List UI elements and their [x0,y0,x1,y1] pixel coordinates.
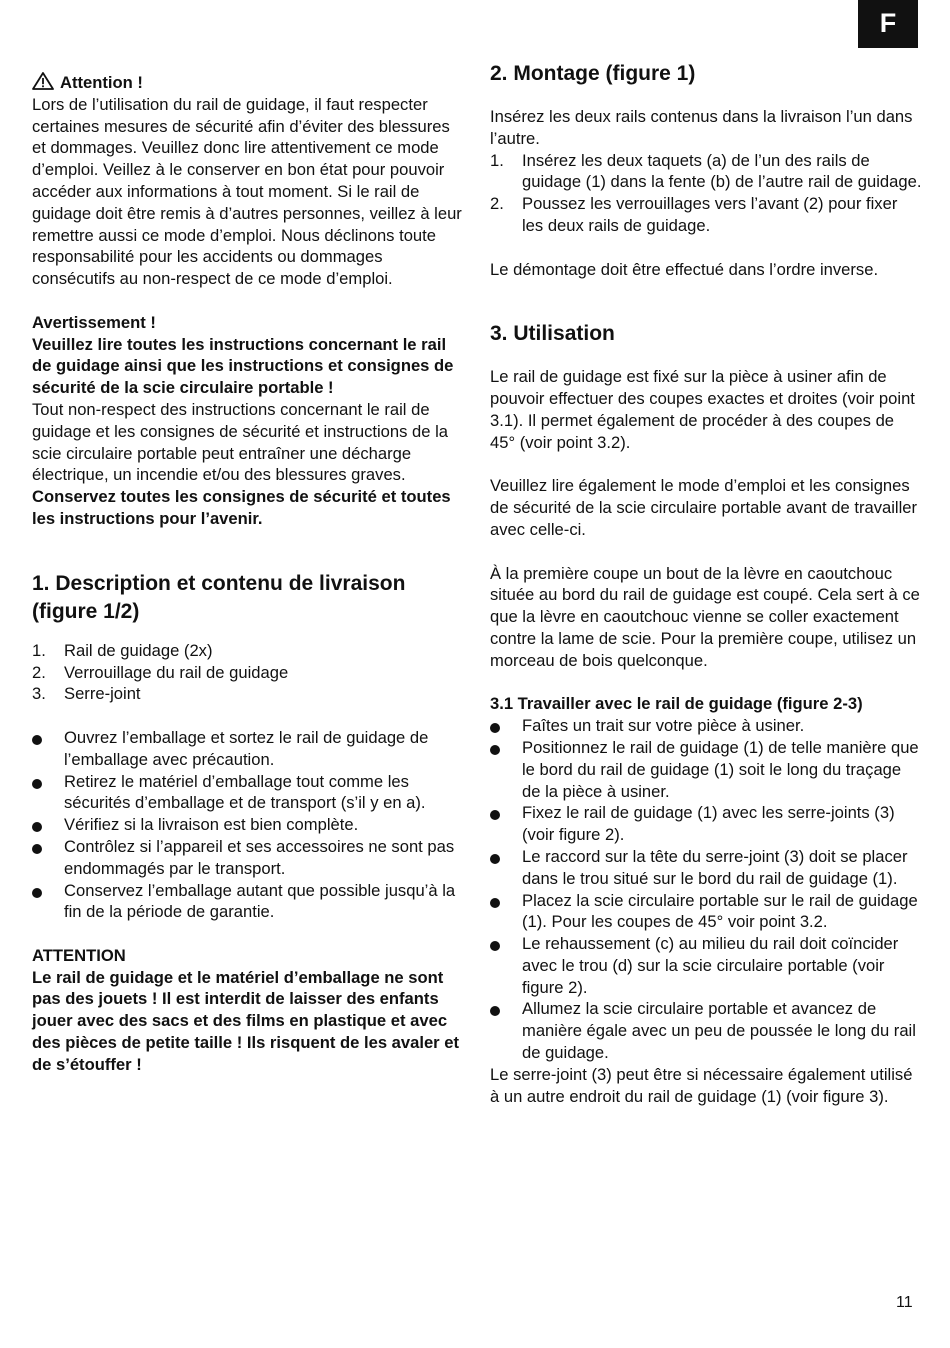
bullet-text: Le rehaussement (c) au milieu du rail doit coïncider avec le trou (d) sur la scie circulaire portable (voir figure 2). [522,934,899,997]
avertissement-keep-text: Conservez toutes les consignes de sécurité et toutes les instructions pour l’avenir. [32,487,451,528]
bullet-dot-icon [490,941,500,951]
section-3-paragraph-2: Veuillez lire également le mode d’emploi et les consignes de sécurité de la scie circulaire portable avant de travailler avec celle-ci. [490,476,918,539]
bullet-item [490,715,922,737]
section-1-bullet-list [32,727,462,923]
right-column [490,60,922,1107]
bullet-dot-icon [32,822,42,832]
bullet-item [490,802,922,846]
bullet-text: Conservez l’emballage autant que possible jusqu’à la fin de la période de garantie. [64,880,456,922]
attention-heading [32,72,462,94]
bullet-text: Fixez le rail de guidage (1) avec les serre-joints (3) (voir figure 2). [522,803,895,845]
bullet-text: Ouvrez l’emballage et sortez le rail de guidage de l’emballage avec précaution. [64,727,429,769]
list-item-text: Insérez les deux taquets (a) de l’un des rails de guidage (1) dans la fente (b) de l’autre rail de guidage. [522,150,922,192]
bullet-item [32,836,462,880]
bullet-dot-icon [490,1006,500,1016]
avertissement-bold-text: Veuillez lire toutes les instructions concernant le rail de guidage ainsi que les instructions et consignes de sécurité de la scie circulaire portable ! [32,334,454,398]
section-1-title: 1. Description et contenu de livraison (figure 1/2) [32,571,406,623]
bullet-text: Faîtes un trait sur votre pièce à usiner. [522,716,805,736]
attention-title: Attention ! [60,73,143,92]
list-item [490,193,922,237]
bullet-dot-icon [32,888,42,898]
list-item [32,683,462,705]
subsection-3-1-outro: Le serre-joint (3) peut être si nécessaire également utilisé à un autre endroit du rail de guidage (1) (voir figure 3). [490,1064,913,1106]
list-item-number: 1. [490,150,504,170]
avertissement-title: Avertissement ! [32,312,156,332]
bullet-text: Retirez le matériel d’emballage tout comme les sécurités d’emballage et de transport (s’il y en a). [64,771,426,813]
list-item [490,150,922,194]
list-item [32,640,462,662]
section-2-outro: Le démontage doit être effectué dans l’ordre inverse. [490,259,879,279]
section-2-steps-list [490,150,922,237]
section-3-paragraph-3: À la première coupe un bout de la lèvre en caoutchouc située au bord du rail de guidage est coupé. Cela sert à ce que la lèvre en caoutchouc vienne se coller exactement contre la lame de scie. Pour la première coupe, utilisez un morceau de bois quelconque. [490,563,920,670]
bullet-text: Le raccord sur la tête du serre-joint (3) doit se placer dans le trou situé sur le bord du rail de guidage (1). [522,846,908,888]
bullet-dot-icon [490,854,500,864]
bullet-text: Positionnez le rail de guidage (1) de telle manière que le bord du rail de guidage (1) soit le long du traçage de la pièce à usiner. [522,737,919,801]
section-3-title: 3. Utilisation [490,322,615,346]
left-column [32,72,462,1076]
bullet-item [490,890,922,934]
warning-triangle-icon [32,72,54,90]
section-2-intro: Insérez les deux rails contenus dans la livraison l’un dans l’autre. [490,107,913,148]
section-1-contents-list [32,640,462,705]
bullet-item [490,998,922,1063]
bullet-dot-icon [490,745,500,755]
bullet-item [32,727,462,771]
list-item-text: Poussez les verrouillages vers l’avant (2) pour fixer les deux rails de guidage. [522,194,898,235]
bullet-text: Placez la scie circulaire portable sur le rail de guidage (1). Pour les coupes de 45° voir point 3.2. [522,890,918,932]
page-number: 11 [896,1294,913,1311]
list-item-text: Verrouillage du rail de guidage [64,662,289,682]
bullet-dot-icon [490,898,500,908]
bullet-dot-icon [32,735,42,745]
bullet-dot-icon [490,723,500,733]
list-item-number: 1. [32,640,46,660]
attention-2-title: ATTENTION [32,945,126,965]
section-2-title: 2. Montage (figure 1) [490,62,696,85]
list-item-number: 2. [32,662,46,682]
bullet-item [490,846,922,890]
bullet-item [32,880,462,924]
list-item-text: Serre-joint [64,684,141,704]
avertissement-paragraph: Tout non-respect des instructions concernant le rail de guidage et les consignes de sécurité et instructions de la scie circulaire portable peut entraîner une décharge électrique, un incendie et/ou des blessures graves. [32,399,449,485]
bullet-item [32,771,462,815]
list-item-number: 2. [490,194,504,214]
bullet-dot-icon [32,779,42,789]
bullet-dot-icon [32,844,42,854]
bullet-text: Vérifiez si la livraison est bien complète. [64,815,359,835]
bullet-item [490,737,922,802]
bullet-item [32,814,462,836]
bullet-text: Allumez la scie circulaire portable et avancez de manière égale avec un peu de poussée le long du rail de guidage. [522,999,916,1063]
subsection-3-1-title: 3.1 Travailler avec le rail de guidage (figure 2-3) [490,694,863,714]
subsection-3-1-bullet-list [490,715,922,1064]
bullet-dot-icon [490,810,500,820]
list-item [32,662,462,684]
list-item-text: Rail de guidage (2x) [64,640,213,660]
attention-paragraph: Lors de l’utilisation du rail de guidage, il faut respecter certaines mesures de sécurité afin d’éviter des blessures et dommages. Veuillez donc lire attentivement ce mode d’emploi. Veillez à le conserver en bon état pour pouvoir accéder aux informations à tout moment. Si le rail de guidage doit être remis à d’autres personnes, veillez à leur remettre aussi ce mode d’emploi. Nous déclinons toute responsabilité pour les accidents ou dommages consécutifs au non-respect de ce mode d’emploi. [32,94,462,289]
list-item-number: 3. [32,684,46,704]
bullet-text: Contrôlez si l’appareil et ses accessoires ne sont pas endommagés par le transport. [64,836,455,878]
attention-2-text: Le rail de guidage et le matériel d’emballage ne sont pas des jouets ! Il est interdit de laisser des enfants jouer avec des sacs et des films en plastique et avec des pièces de petite taille ! Ils risquent de les avaler et de s’étouffer ! [32,967,460,1074]
section-3-paragraph-1: Le rail de guidage est fixé sur la pièce à usiner afin de pouvoir effectuer des coupes exactes et droites (voir point 3.1). Il permet également de procéder à des coupes de 45° (voir point 3.2). [490,367,915,452]
language-badge: F [858,0,918,48]
bullet-item [490,933,922,998]
